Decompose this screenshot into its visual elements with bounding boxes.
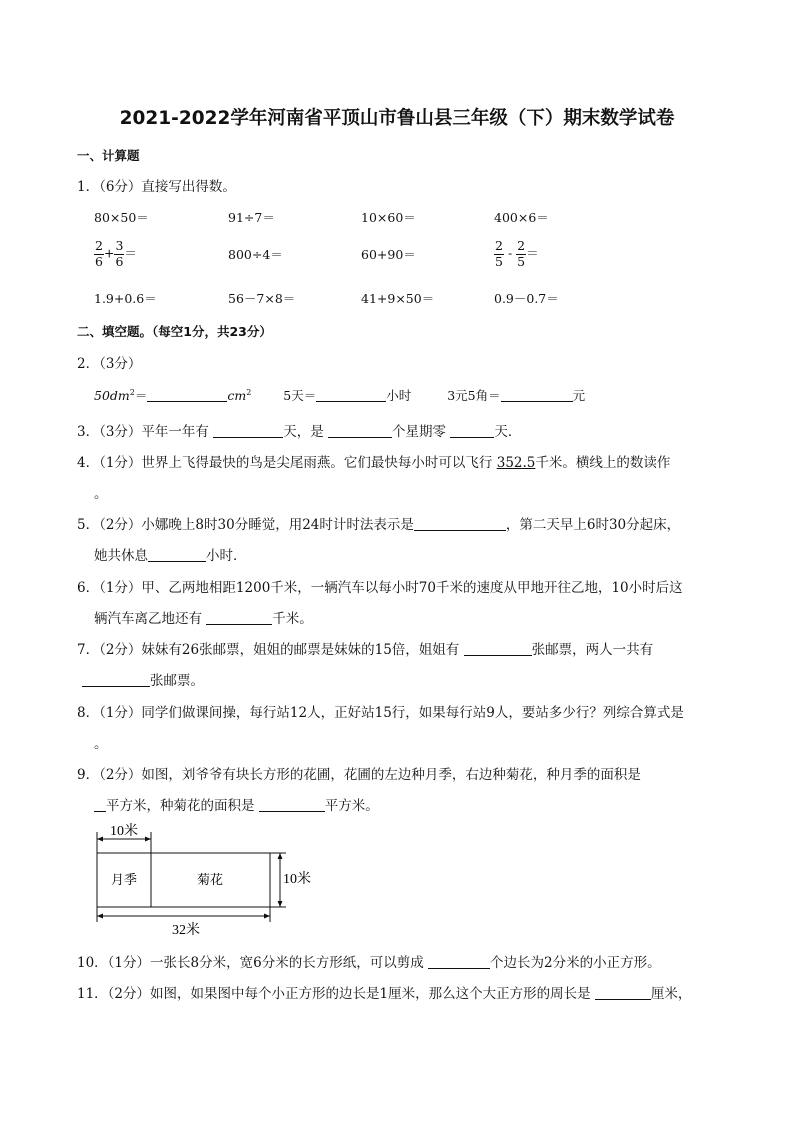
- q1-item: 1.9+0.6＝: [94, 291, 157, 306]
- arrow-head: [278, 853, 283, 859]
- answer-blank[interactable]: [316, 387, 386, 402]
- q2-c-prefix: 3元5角＝: [447, 388, 501, 403]
- q2-c-unit: 元: [572, 388, 586, 403]
- q2-a-unit: cm: [227, 388, 247, 403]
- q1-fraction-diff: [494, 240, 539, 268]
- q7-text-b: 张邮票，两人一共有: [531, 642, 654, 658]
- arrow-head: [145, 837, 151, 842]
- question-2-number: 2．（3分）: [77, 356, 142, 372]
- q2-b-prefix: 5天＝: [283, 388, 317, 403]
- q5-text-d: 小时．: [206, 548, 247, 564]
- question-7: [77, 638, 653, 658]
- fraction: [94, 240, 104, 268]
- equals: ＝: [124, 245, 137, 261]
- answer-blank[interactable]: [464, 641, 532, 656]
- q7-text-c: 张邮票。: [150, 673, 204, 689]
- answer-blank[interactable]: [82, 672, 150, 687]
- fraction: [114, 240, 124, 268]
- denominator: 5: [517, 253, 526, 269]
- page-title: 2021-2022学年河南省平顶山市鲁山县三年级（下）期末数学试卷: [119, 108, 675, 129]
- question-11: [77, 982, 691, 1002]
- answer-blank[interactable]: [501, 387, 573, 402]
- q1-item: 10×60＝: [361, 210, 416, 225]
- q9-text-c: 平方米。: [324, 798, 379, 814]
- bottom-dimension-label: 32米: [172, 923, 200, 938]
- q5-text-a: 5．（2分）小娜晚上8时30分睡觉，用24时计时法表示是: [77, 517, 414, 533]
- side-dimension-label: 10米: [283, 872, 311, 887]
- q9-text-b: 平方米，种菊花的面积是: [106, 798, 255, 814]
- q6-text-c: 千米。: [272, 611, 313, 627]
- section-heading-fill: 二、填空题。（每空1分，共23分）: [77, 324, 272, 339]
- q1-item: 60+90＝: [361, 247, 416, 262]
- denominator: 5: [495, 253, 503, 269]
- numerator: 2: [95, 238, 103, 253]
- answer-blank[interactable]: [428, 954, 490, 969]
- question-5-cont: [94, 544, 247, 564]
- answer-blank[interactable]: [147, 387, 227, 402]
- q1-item: 91÷7＝: [228, 210, 275, 225]
- top-dimension-label: 10米: [110, 824, 138, 839]
- answer-blank[interactable]: [148, 547, 206, 562]
- q5-text-c: 她共休息: [94, 548, 148, 564]
- question-6-cont: [94, 607, 313, 627]
- q4-text-c: 。: [94, 486, 108, 502]
- q8-text-b: 。: [94, 736, 108, 752]
- fraction: [516, 240, 526, 268]
- q3-text-c: 个星期零: [392, 424, 447, 440]
- garden-figure: [80, 822, 340, 942]
- q2-a-prefix: 50dm: [94, 388, 130, 403]
- arrow-head: [97, 837, 103, 842]
- operator: -: [507, 245, 513, 261]
- q3-text-a: 3．（3分）平年一年有: [77, 424, 209, 440]
- arrow-head: [278, 901, 283, 907]
- answer-blank[interactable]: [595, 985, 651, 1000]
- question-7-cont: [82, 669, 204, 689]
- q10-text-a: 10．（1分）一张长8分米，宽6分米的长方形纸，可以剪成: [77, 955, 424, 971]
- question-10: [77, 951, 661, 971]
- answer-blank[interactable]: [213, 423, 283, 438]
- denominator: 6: [95, 253, 103, 269]
- q7-text-a: 7．（2分）妹妹有26张邮票，姐姐的邮票是妹妹的15倍，姐姐有: [77, 642, 460, 658]
- q11-text-b: 厘米，: [650, 986, 692, 1002]
- q5-text-b: ，第二天早上6时30分起床，: [505, 517, 681, 533]
- question-5: [77, 513, 680, 533]
- q10-text-b: 个边长为2分米的小正方形。: [490, 955, 661, 971]
- q1-item: 80×50＝: [94, 210, 149, 225]
- q1-item: 41+9×50＝: [361, 291, 435, 306]
- answer-blank[interactable]: [328, 423, 392, 438]
- question-1-text: 1．（6分）直接写出得数。: [77, 179, 236, 195]
- question-2-line: [94, 386, 585, 404]
- q4-number: 352.5: [496, 455, 536, 471]
- chrysanthemum-area-label: 菊花: [196, 873, 224, 888]
- q2-a-unit-sup: 2: [246, 387, 252, 397]
- question-9-cont: [94, 794, 379, 814]
- q1-item: 800÷4＝: [228, 247, 283, 262]
- q1-item: 56－7×8＝: [228, 291, 296, 306]
- equals: ＝: [526, 245, 539, 261]
- numerator: 3: [115, 238, 124, 253]
- question-4: [77, 451, 670, 471]
- q2-b-unit: 小时: [386, 388, 412, 403]
- q6-text-b: 辆汽车离乙地还有: [94, 611, 202, 627]
- rose-area-label: 月季: [110, 873, 138, 888]
- q1-fraction-sum: [94, 240, 137, 268]
- question-3: [77, 420, 521, 440]
- q2-a-eq: ＝: [134, 388, 148, 403]
- q1-item: 400×6＝: [494, 210, 549, 225]
- q4-text-a: 4．（1分）世界上飞得最快的鸟是尖尾雨燕。它们最快每小时可以飞行: [77, 455, 493, 471]
- section-heading-calc: 一、计算题: [77, 148, 140, 163]
- fraction: [494, 240, 504, 268]
- answer-blank[interactable]: [259, 797, 325, 812]
- arrow-head: [264, 914, 270, 919]
- q6-text-a: 6．（1分）甲、乙两地相距1200千米，一辆汽车以每小时70千米的速度从甲地开往乙地，10小时后这: [77, 580, 683, 596]
- numerator: 2: [517, 238, 526, 253]
- answer-blank[interactable]: [94, 797, 106, 812]
- operator: +: [103, 245, 115, 261]
- arrow-head: [97, 914, 103, 919]
- q3-text-b: 天，是: [283, 424, 324, 440]
- q2-a-sup: 2: [129, 387, 135, 397]
- q3-text-d: 天．: [494, 424, 522, 440]
- denominator: 6: [115, 253, 124, 269]
- answer-blank[interactable]: [414, 516, 506, 531]
- answer-blank[interactable]: [206, 610, 272, 625]
- q4-text-b: 千米。横线上的数读作: [535, 455, 671, 471]
- q9-text-a: 9．（2分）如图，刘爷爷有块长方形的花圃，花圃的左边种月季，右边种菊花，种月季的面积是: [77, 767, 641, 783]
- q8-text-a: 8．（1分）同学们做课间操，每行站12人，正好站15行，如果每行站9人，要站多少行？列综合算式是: [77, 705, 684, 721]
- q1-item: 0.9－0.7＝: [494, 291, 559, 306]
- numerator: 2: [495, 238, 503, 253]
- q11-text-a: 11．（2分）如图，如果图中每个小正方形的边长是1厘米，那么这个大正方形的周长是: [77, 986, 591, 1002]
- answer-blank[interactable]: [450, 423, 494, 438]
